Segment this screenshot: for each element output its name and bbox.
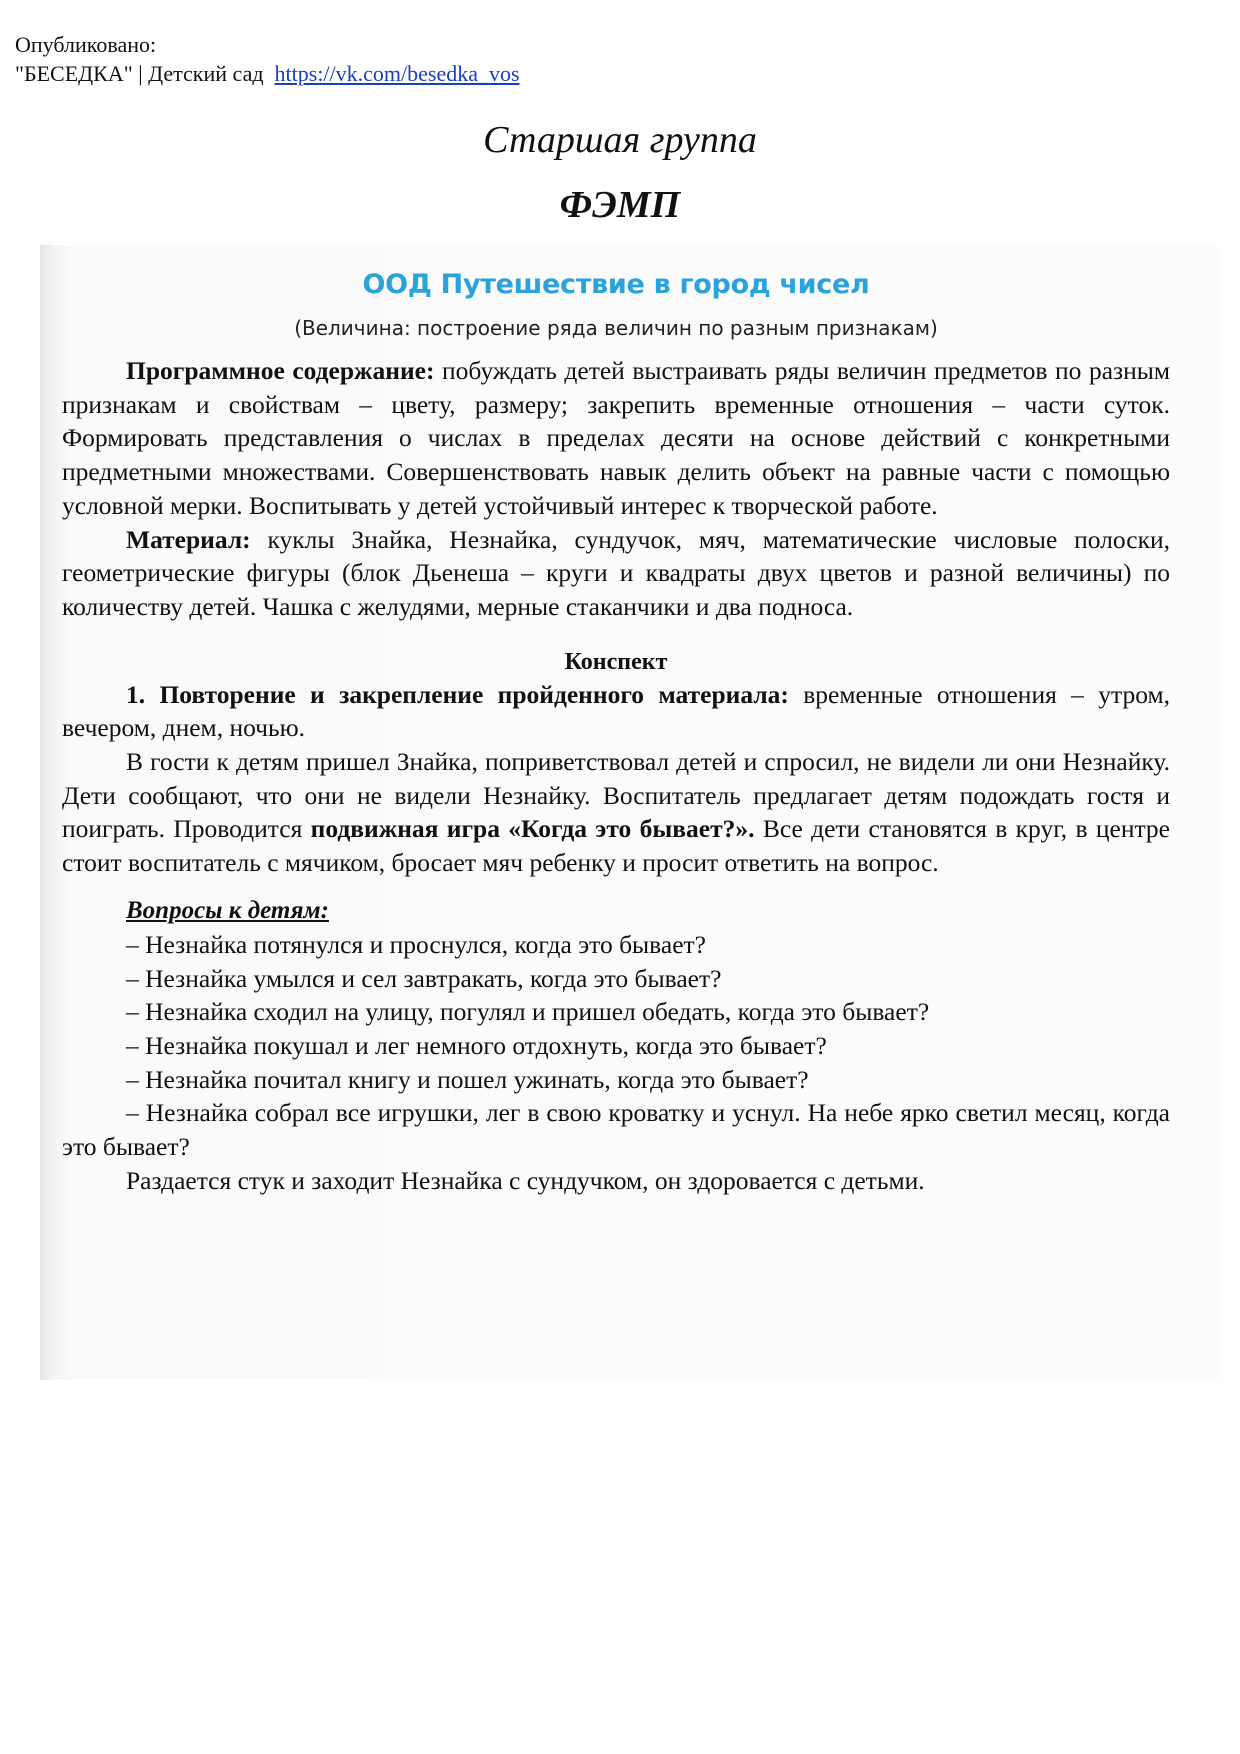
- question-item-last: – Незнайка собрал все игрушки, лег в свою кроватку и уснул. На небе ярко светил месяц, когда это бывает?: [62, 1098, 1170, 1162]
- program-text: побуждать детей выстраивать ряды величин предметов по разным признакам и свойствам – цвету, размеру; закрепить временные отношения – части суток. Формировать представления о числах в пределах десяти на основе действий с конкретными предметными множествами. Совершенствовать навык делить объект на равные части с помощью условной мерки. Воспитывать у детей устойчивый интерес к творческой работе.: [62, 356, 1170, 520]
- closing-paragraph: Раздается стук и заходит Незнайка с сундучком, он здоровается с детьми.: [126, 1165, 925, 1195]
- konspekt-heading: Конспект: [564, 648, 668, 675]
- group-title: Старшая группа: [483, 119, 757, 161]
- scanned-content: [62, 245, 1170, 1197]
- scanned-page: [40, 245, 1220, 1380]
- section1-paragraph: [62, 678, 1170, 745]
- lesson-title: ООД Путешествие в город чисел: [362, 269, 870, 300]
- source-line: [15, 59, 520, 88]
- story-paragraph: [62, 745, 1170, 880]
- question-item: – Незнайка почитал книгу и пошел ужинать, когда это бывает?: [126, 1064, 809, 1094]
- story-text-2: Все дети становятся в круг, в центре стоит воспитатель с мячиком, бросает мяч ребенку и просит ответить на вопрос.: [62, 814, 1170, 878]
- question-item: – Незнайка умылся и сел завтракать, когда это бывает?: [126, 963, 722, 993]
- lesson-subtitle: (Величина: построение ряда величин по разным признакам): [294, 316, 938, 340]
- lesson-body: [62, 354, 1170, 1197]
- material-paragraph: [62, 523, 1170, 624]
- subject-title: ФЭМП: [559, 184, 681, 226]
- story-text-1: В гости к детям пришел Знайка, поприветствовал детей и спросил, не видели ли они Незнайку. Дети сообщают, что они не видели Незнайку. Воспитатель предлагает детям подождать гостя и поиграть. Проводится: [62, 747, 1170, 844]
- question-item: – Незнайка потянулся и проснулся, когда это бывает?: [126, 929, 706, 959]
- story-game: подвижная игра «Когда это бывает?».: [310, 814, 755, 844]
- program-label: Программное содержание:: [126, 356, 435, 385]
- material-text: куклы Знайка, Незнайка, сундучок, мяч, математические числовые полоски, геометрические фигуры (блок Дьенеша – круги и квадраты двух цветов и разной величины) по количеству детей. Чашка с желудями, мерные стаканчики и два подноса.: [62, 524, 1170, 621]
- question-item: – Незнайка сходил на улицу, погулял и пришел обедать, когда это бывает?: [126, 997, 930, 1027]
- material-label: Материал:: [126, 524, 251, 554]
- question-item: – Незнайка покушал и лег немного отдохнуть, когда это бывает?: [126, 1030, 827, 1060]
- source-link[interactable]: https://vk.com/besedka_vos: [274, 61, 520, 86]
- section1-label: 1. Повторение и закрепление пройденного материала:: [126, 679, 789, 709]
- section1-text: временные отношения – утром, вечером, днем, ночью.: [62, 679, 1170, 743]
- source-name: "БЕСЕДКА" | Детский сад: [15, 61, 264, 86]
- program-paragraph: [62, 354, 1170, 523]
- questions-heading: Вопросы к детям:: [126, 896, 329, 924]
- published-label: Опубликовано:: [15, 32, 157, 57]
- publication-header: [15, 30, 520, 88]
